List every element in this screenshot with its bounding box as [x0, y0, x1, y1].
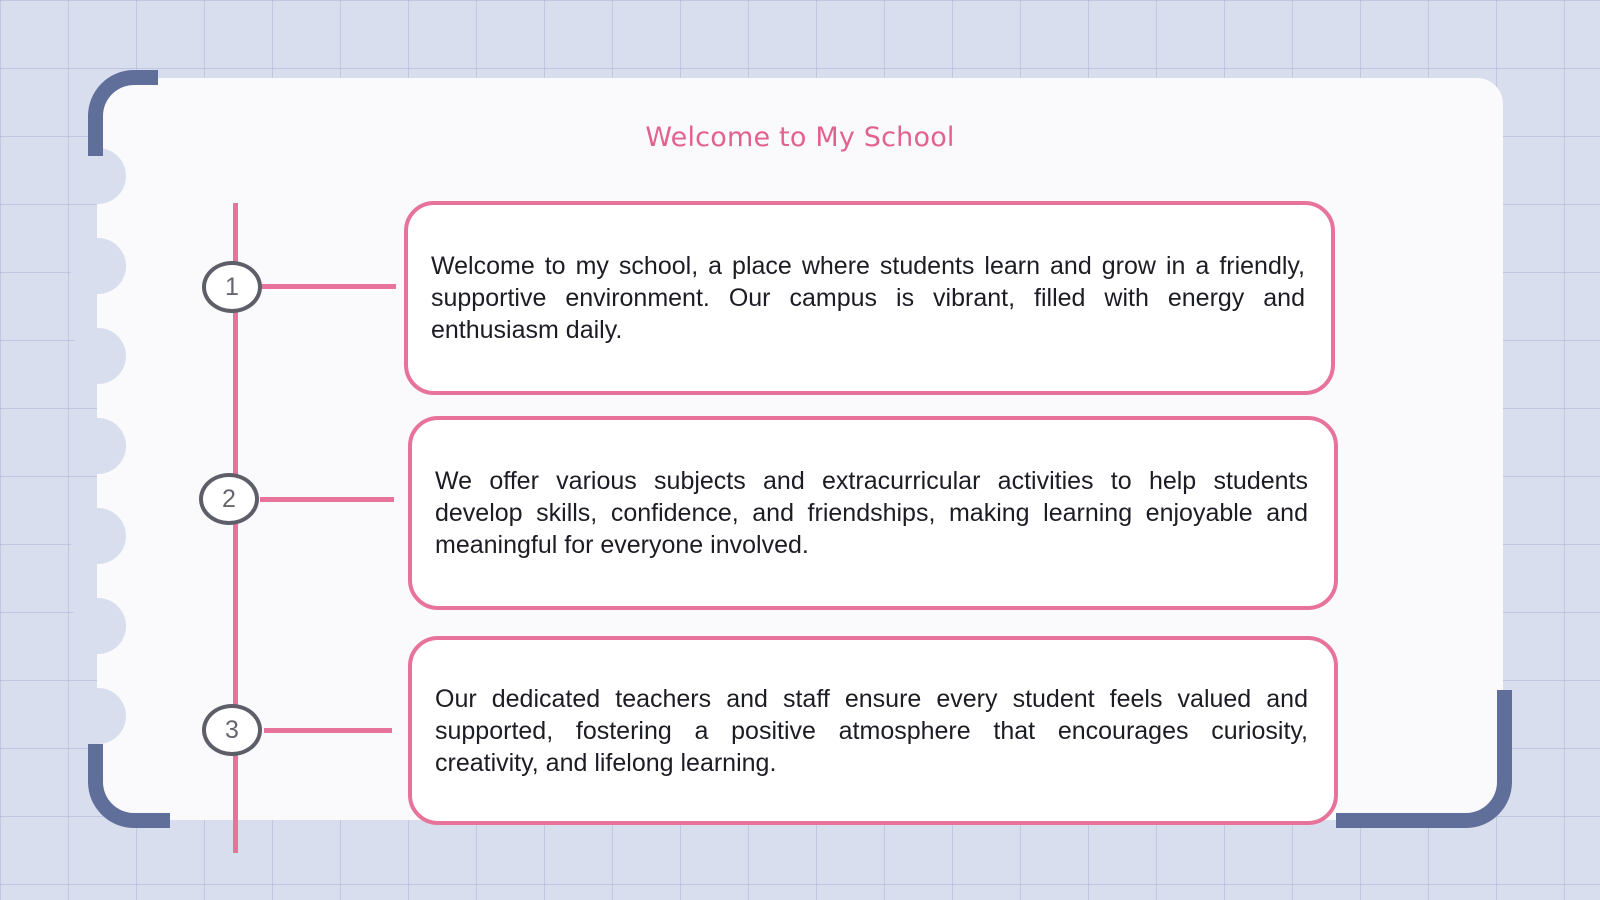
step-text: We offer various subjects and extracurricular activities to help students develop skills, confidence, and friendships, making learning enjoyable and meaningful for everyone involved. [435, 467, 1308, 559]
paper-scallop [70, 238, 126, 294]
step-card [408, 636, 1338, 825]
timeline-connector [264, 728, 392, 733]
timeline-connector [262, 284, 396, 289]
paper-scallop [70, 328, 126, 384]
paper-scallop [70, 688, 126, 744]
timeline-connector [260, 497, 394, 502]
frame-corner-bottom-left [88, 744, 170, 828]
step-card [404, 201, 1335, 395]
step-text: Our dedicated teachers and staff ensure every student feels valued and supported, fostering a positive atmosphere that encourages curiosity, creativity, and lifelong learning. [435, 684, 1308, 777]
slide-title: Welcome to My School [645, 122, 955, 153]
frame-corner-bottom-right [1336, 690, 1512, 828]
paper-scallop [70, 508, 126, 564]
step-number-badge: 3 [202, 704, 262, 756]
paper-scallop [70, 148, 126, 204]
paper-scallop [70, 598, 126, 654]
paper-scallop [70, 418, 126, 474]
step-text: Welcome to my school, a place where students learn and grow in a friendly, supportive environment. Our campus is vibrant, filled with energy and enthusiasm daily. [431, 252, 1305, 344]
step-number-badge: 2 [199, 473, 259, 525]
step-card [408, 416, 1338, 610]
step-number-badge: 1 [202, 261, 262, 313]
